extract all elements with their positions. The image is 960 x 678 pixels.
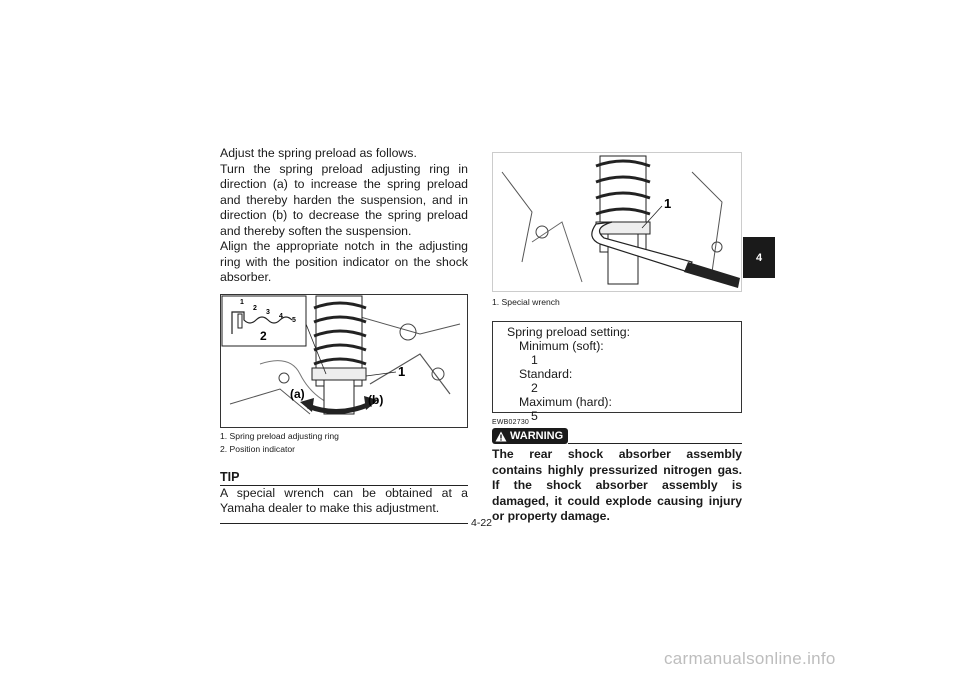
spec-label: Minimum (soft):	[519, 339, 604, 353]
right-column	[492, 152, 742, 525]
inset-number: 5	[292, 316, 296, 324]
special-wrench-illustration	[492, 152, 742, 292]
spec-label: Standard:	[519, 367, 573, 381]
tip-body: A special wrench can be obtained at a Yamaha dealer to make this adjustment.	[220, 486, 468, 524]
shock-adjuster-figure	[220, 294, 468, 428]
spec-value: 5	[531, 409, 538, 423]
caption: 1. Special wrench	[492, 297, 560, 307]
shock-adjuster-illustration	[220, 294, 468, 428]
figure-captions	[492, 296, 742, 309]
warning-triangle-icon	[495, 431, 507, 442]
spec-value: 1	[531, 353, 538, 367]
warning-badge	[492, 428, 568, 444]
warning-label: WARNING	[510, 430, 564, 442]
page-number: 4-22	[471, 517, 493, 529]
spec-label: Maximum (hard):	[519, 395, 612, 409]
left-column	[220, 146, 468, 524]
callout-2: 2	[260, 328, 267, 343]
chapter-tab: 4	[743, 237, 775, 278]
figure-captions	[220, 430, 468, 456]
inset-number: 3	[266, 308, 270, 316]
warning-code: EWB02730	[492, 419, 530, 426]
direction-a-label: (a)	[290, 386, 305, 401]
inset-number: 4	[279, 312, 283, 320]
tip-heading: TIP	[220, 470, 468, 486]
caption: 2. Position indicator	[220, 443, 295, 454]
warning-rule	[568, 429, 742, 444]
special-wrench-figure	[492, 152, 742, 292]
warning-heading	[492, 428, 742, 444]
warning-text: The rear shock absorber assembly contains highly pressurized nitrogen gas. If the shock absorber assembly is damaged, it could explode causing injury or property damage.	[492, 447, 742, 524]
caption: 1. Spring preload adjusting ring	[220, 430, 339, 441]
spec-title: Spring preload setting:	[507, 325, 631, 339]
callout-1: 1	[398, 363, 406, 379]
watermark: carmanualsonline.info	[664, 649, 836, 668]
inset-number: 2	[253, 304, 257, 312]
callout-1: 1	[664, 196, 672, 211]
inset-number: 1	[240, 298, 244, 306]
spec-value: 2	[531, 381, 538, 395]
direction-b-label: (b)	[368, 392, 384, 407]
intro-paragraph: Adjust the spring preload as follows. Turn the spring preload adjusting ring in direction (a) to increase the spring preload and thereby harden the suspension, and in direction (b) to decrease the spring preload and thereby soften the suspension. Align the appropriate notch in the adjusting ring with the position indicator on the shock absorber.	[220, 146, 468, 284]
